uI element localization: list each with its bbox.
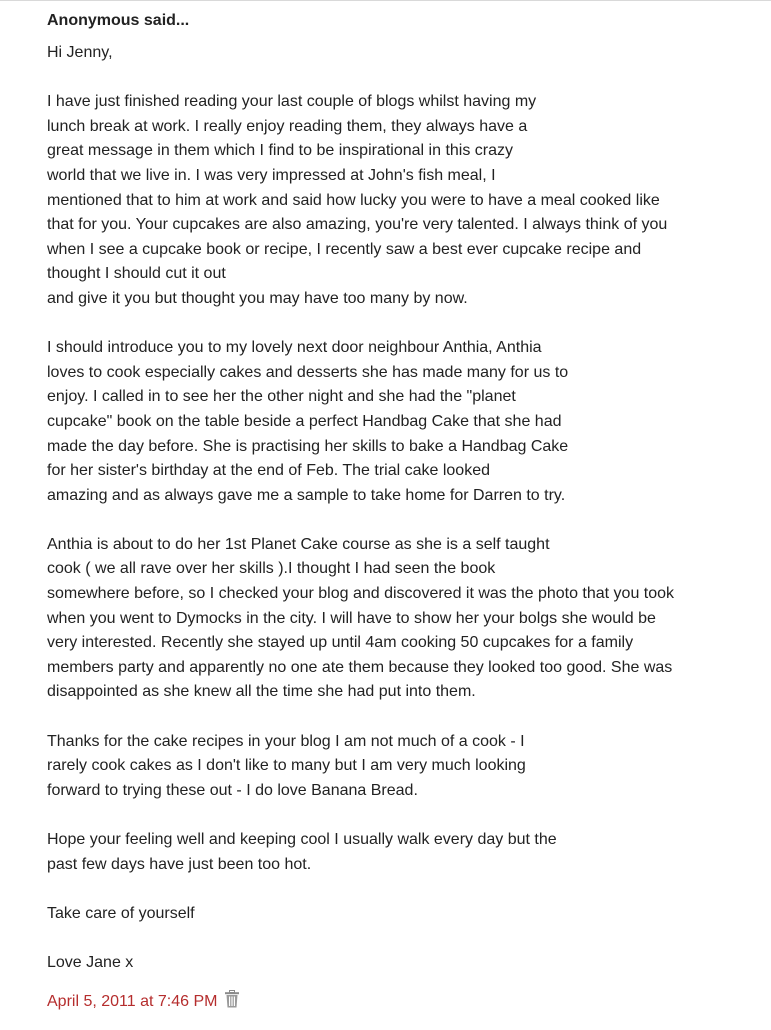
comment-line: enjoy. I called in to see her the other night and she had the "planet — [47, 388, 516, 406]
comment-paragraph — [47, 828, 762, 877]
comment-paragraph — [47, 336, 762, 508]
comment-line: world that we live in. I was very impressed at John's fish meal, I — [47, 166, 496, 184]
comment-timestamp-link[interactable]: April 5, 2011 at 7:46 PM — [47, 993, 218, 1010]
comment-line: lunch break at work. I really enjoy reading them, they always have a — [47, 117, 528, 135]
comment-paragraph — [47, 41, 762, 66]
comment-line: mentioned that to him at work and said how lucky you were to have a meal cooked like — [47, 191, 660, 209]
comment-paragraph — [47, 533, 762, 705]
comment-line: cupcake" book on the table beside a perfect Handbag Cake that she had — [47, 412, 562, 430]
comment-line: past few days have just been too hot. — [47, 855, 312, 873]
comment-line: somewhere before, so I checked your blog and discovered it was the photo that you took — [47, 585, 675, 603]
comment-line: disappointed as she knew all the time she had put into them. — [47, 683, 476, 701]
comment-footer — [47, 990, 240, 1015]
comment-line: Hi Jenny, — [47, 44, 113, 61]
comment-line: members party and apparently no one ate them because they looked too good. She was — [47, 658, 673, 676]
comment-line: for her sister's birthday at the end of Feb. The trial cake looked — [47, 462, 490, 480]
comment-line: that for you. Your cupcakes are also amazing, you're very talented. I always think of you — [47, 216, 668, 234]
comment-line: rarely cook cakes as I don't like to many but I am very much looking — [47, 757, 526, 775]
comment-line: Take care of yourself — [47, 904, 195, 922]
comment-line: loves to cook especially cakes and desserts she has made many for us to — [47, 363, 569, 381]
comment-line: when you went to Dymocks in the city. I will have to show her your bolgs she would be — [47, 609, 656, 627]
comment-line: and give it you but thought you may have too many by now. — [47, 289, 468, 307]
comment-line: forward to trying these out - I do love Banana Bread. — [47, 781, 418, 799]
comment-author: Anonymous said... — [47, 12, 190, 29]
comment-line: Hope your feeling well and keeping cool I usually walk every day but the — [47, 831, 557, 848]
comment-line: Love Jane x — [47, 953, 134, 971]
comment — [47, 10, 762, 1000]
trash-icon[interactable] — [224, 990, 240, 1015]
comment-line: Anthia is about to do her 1st Planet Cake course as she is a self taught — [47, 535, 550, 553]
comment-paragraph — [47, 90, 762, 311]
comment-line: very interested. Recently she stayed up until 4am cooking 50 cupcakes for a family — [47, 634, 634, 652]
comment-line: I should introduce you to my lovely next door neighbour Anthia, Anthia — [47, 339, 542, 357]
comment-paragraph — [47, 730, 762, 804]
comment-line: thought I should cut it out — [47, 265, 226, 283]
comment-line: Thanks for the cake recipes in your blog I am not much of a cook - I — [47, 732, 525, 750]
comment-line: great message in them which I find to be inspirational in this crazy — [47, 142, 514, 160]
comment-line: cook ( we all rave over her skills ).I thought I had seen the book — [47, 560, 496, 578]
comment-line: I have just finished reading your last couple of blogs whilst having my — [47, 93, 537, 111]
comment-line: when I see a cupcake book or recipe, I recently saw a best ever cupcake recipe and — [47, 240, 642, 258]
comment-body — [47, 41, 762, 976]
top-divider — [0, 0, 771, 1]
comment-paragraph — [47, 951, 762, 976]
comment-paragraph — [47, 902, 762, 927]
comment-line: amazing and as always gave me a sample to take home for Darren to try. — [47, 486, 566, 504]
comment-line: made the day before. She is practising her skills to bake a Handbag Cake — [47, 437, 569, 455]
